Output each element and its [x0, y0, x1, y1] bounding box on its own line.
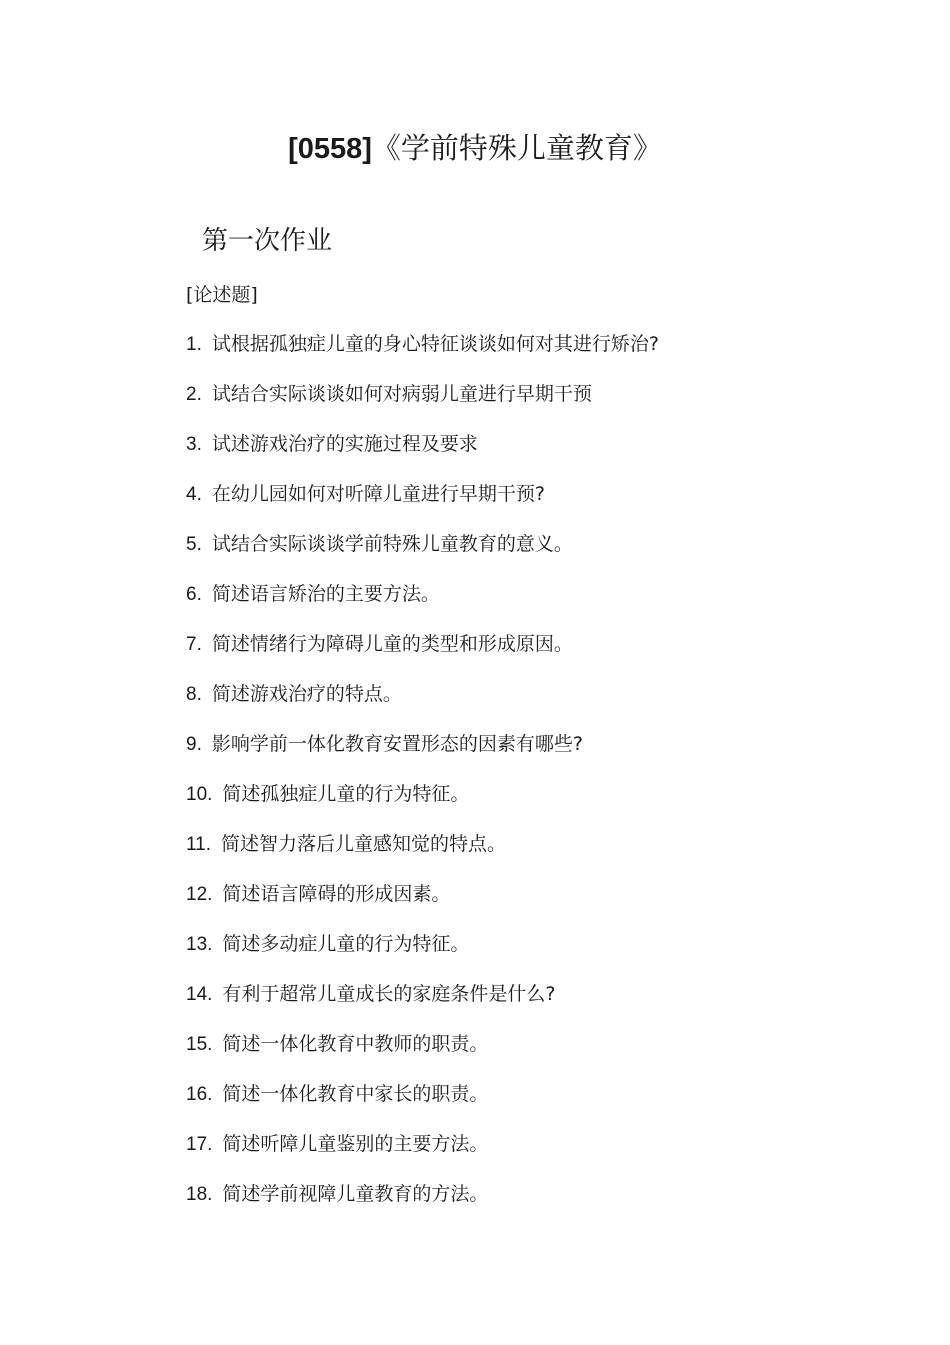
question-item	[186, 730, 659, 780]
question-item	[186, 930, 659, 980]
question-number: 16.	[186, 1084, 213, 1105]
question-item	[186, 980, 659, 1030]
question-item	[186, 780, 659, 830]
question-text: 简述一体化教育中教师的职责。	[222, 1033, 489, 1055]
question-type-label: [论述题]	[186, 284, 258, 306]
question-item	[186, 530, 659, 580]
question-text: 试根据孤独症儿童的身心特征谈谈如何对其进行矫治?	[211, 333, 659, 355]
question-item	[186, 680, 659, 730]
question-text: 简述学前视障儿童教育的方法。	[222, 1183, 489, 1205]
question-text: 简述情绪行为障碍儿童的类型和形成原因。	[211, 633, 573, 655]
question-item	[186, 580, 659, 630]
question-number: 10.	[186, 784, 213, 805]
question-number: 7.	[186, 634, 202, 655]
question-text: 在幼儿园如何对听障儿童进行早期干预?	[211, 483, 545, 505]
question-text: 试结合实际谈谈如何对病弱儿童进行早期干预	[211, 383, 592, 405]
question-text: 试结合实际谈谈学前特殊儿童教育的意义。	[211, 533, 573, 555]
question-item	[186, 830, 659, 880]
question-item	[186, 880, 659, 930]
question-text: 有利于超常儿童成长的家庭条件是什么?	[222, 983, 556, 1005]
course-code: [0558]	[288, 133, 372, 165]
question-number: 15.	[186, 1034, 213, 1055]
question-item	[186, 480, 659, 530]
question-text: 简述多动症儿童的行为特征。	[222, 933, 470, 955]
question-item	[186, 330, 659, 380]
question-number: 12.	[186, 884, 213, 905]
question-item	[186, 1030, 659, 1080]
question-item	[186, 1130, 659, 1180]
question-number: 13.	[186, 934, 213, 955]
question-number: 6.	[186, 584, 202, 605]
question-text: 影响学前一体化教育安置形态的因素有哪些?	[211, 733, 583, 755]
question-text: 试述游戏治疗的实施过程及要求	[211, 433, 478, 455]
question-number: 9.	[186, 734, 202, 755]
question-text: 简述游戏治疗的特点。	[211, 683, 402, 705]
question-list	[186, 330, 659, 1230]
section-heading: 第一次作业	[202, 226, 333, 256]
question-text: 简述听障儿童鉴别的主要方法。	[222, 1133, 489, 1155]
document-title	[0, 128, 950, 169]
question-item	[186, 380, 659, 430]
question-number: 17.	[186, 1134, 213, 1155]
question-number: 18.	[186, 1184, 213, 1205]
question-text: 简述语言障碍的形成因素。	[222, 883, 451, 905]
question-number: 8.	[186, 684, 202, 705]
question-text: 简述孤独症儿童的行为特征。	[222, 783, 470, 805]
question-number: 3.	[186, 434, 202, 455]
question-item	[186, 1080, 659, 1130]
question-text: 简述语言矫治的主要方法。	[211, 583, 440, 605]
question-number: 14.	[186, 984, 213, 1005]
question-item	[186, 430, 659, 480]
question-number: 5.	[186, 534, 202, 555]
question-text: 简述智力落后儿童感知觉的特点。	[221, 833, 507, 855]
question-number: 11.	[186, 834, 212, 855]
question-item	[186, 630, 659, 680]
question-text: 简述一体化教育中家长的职责。	[222, 1083, 489, 1105]
question-number: 1.	[186, 334, 202, 355]
question-item	[186, 1180, 659, 1230]
course-name: 《学前特殊儿童教育》	[371, 131, 662, 165]
question-number: 4.	[186, 484, 202, 505]
question-number: 2.	[186, 384, 202, 405]
